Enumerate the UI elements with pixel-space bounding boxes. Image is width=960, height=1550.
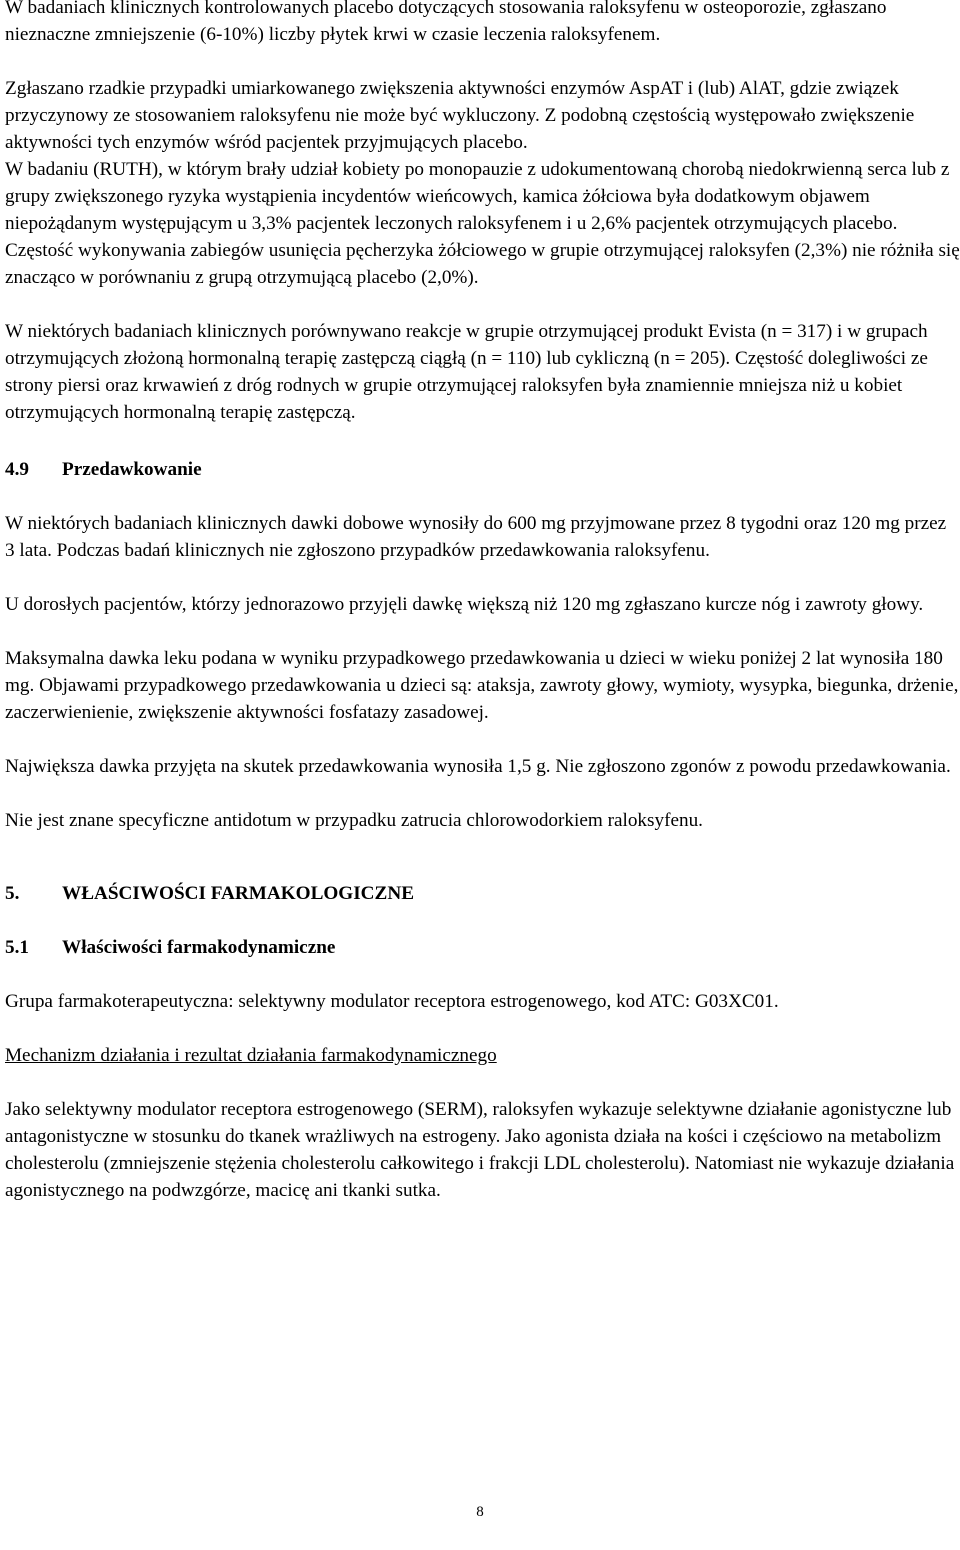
section-heading-4-9 — [5, 456, 960, 483]
section-number: 5.1 — [5, 937, 29, 958]
section-heading-5-1 — [5, 934, 960, 961]
section-heading-5 — [5, 880, 960, 907]
paragraph-doses: W niektórych badaniach klinicznych dawki dobowe wynosiły do 600 mg przyjmowane przez 8 tygodni oraz 120 mg przez 3 lata. Podczas badań klinicznych nie zgłoszono przypadków przedawkowania raloksyfenu. — [5, 513, 947, 561]
paragraph-platelets: W badaniach klinicznych kontrolowanych placebo dotyczących stosowania raloksyfenu w osteoporozie, zgłaszano nieznaczne zmniejszenie (6-10%) liczby płytek krwi w czasie leczenia raloksyfenem. — [5, 0, 887, 45]
subheading-mechanism: Mechanizm działania i rezultat działania farmakodynamicznego — [5, 1045, 497, 1066]
section-title: Przedawkowanie — [62, 459, 202, 480]
section-number: 5. — [5, 883, 20, 904]
paragraph-adult-overdose: U dorosłych pacjentów, którzy jednorazowo przyjęli dawkę większą niż 120 mg zgłaszano kurcze nóg i zawroty głowy. — [5, 594, 924, 615]
section-number: 4.9 — [5, 459, 29, 480]
page-number: 8 — [476, 1504, 484, 1520]
section-title: Właściwości farmakodynamiczne — [62, 937, 336, 958]
paragraph-max-dose: Największa dawka przyjęta na skutek przedawkowania wynosiła 1,5 g. Nie zgłoszono zgonów z powodu przedawkowania. — [5, 756, 951, 777]
document-page — [5, 0, 960, 1204]
paragraph-ruth-study: W badaniu (RUTH), w którym brały udział kobiety po monopauzie z udokumentowaną chorobą niedokrwienną serca lub z grupy zwiększonego ryzyka wystąpienia incydentów wieńcowych, kamica żółciowa była dodatkowym objawem niepożądanym występującym u 3,3% pacjentek leczonych raloksyfenem i u 2,6% pacjentek otrzymujących placebo. Częstość wykonywania zabiegów usunięcia pęcherzyka żółciowego w grupie otrzymującej raloksyfen (2,3%) nie różniła się znacząco w porównaniu z grupą otrzymującą placebo (2,0%). — [5, 159, 960, 288]
paragraph-evista-comparison: W niektórych badaniach klinicznych porównywano reakcje w grupie otrzymującej produkt Evista (n = 317) i w grupach otrzymujących złożoną hormonalną terapię zastępczą ciągłą (n = 110) lub cykliczną (n = 205). Częstość dolegliwości ze strony piersi oraz krwawień z dróg rodnych w grupie otrzymującej raloksyfen była znamiennie mniejsza niż u kobiet otrzymujących hormonalną terapię zastępczą. — [5, 321, 928, 423]
paragraph-pharmacotherapeutic-group: Grupa farmakoterapeutyczna: selektywny modulator receptora estrogenowego, kod ATC: G03XC01. — [5, 991, 779, 1012]
paragraph-child-overdose: Maksymalna dawka leku podana w wyniku przypadkowego przedawkowania u dzieci w wieku poniżej 2 lat wynosiła 180 mg. Objawami przypadkowego przedawkowania u dzieci są: ataksja, zawroty głowy, wymioty, wysypka, biegunka, drżenie, zaczerwienienie, zwiększenie aktywności fosfatazy zasadowej. — [5, 648, 959, 723]
paragraph-antidote: Nie jest znane specyficzne antidotum w przypadku zatrucia chlorowodorkiem raloksyfenu. — [5, 810, 703, 831]
section-title: WŁAŚCIWOŚCI FARMAKOLOGICZNE — [62, 883, 414, 904]
paragraph-liver-enzymes: Zgłaszano rzadkie przypadki umiarkowanego zwiększenia aktywności enzymów AspAT i (lub) AlAT, gdzie związek przyczynowy ze stosowaniem raloksyfenu nie może być wykluczony. Z podobną częstością występowało zwiększenie aktywności tych enzymów wśród pacjentek przyjmujących placebo. — [5, 78, 915, 153]
paragraph-mechanism: Jako selektywny modulator receptora estrogenowego (SERM), raloksyfen wykazuje selektywne działanie agonistyczne lub antagonistyczne w stosunku do tkanek wrażliwych na estrogeny. Jako agonista działa na kości i częściowo na metabolizm cholesterolu (zmniejszenie stężenia cholesterolu całkowitego i frakcji LDL cholesterolu). Natomiast nie wykazuje działania agonistycznego na podwzgórze, macicę ani tkanki sutka. — [5, 1099, 955, 1201]
